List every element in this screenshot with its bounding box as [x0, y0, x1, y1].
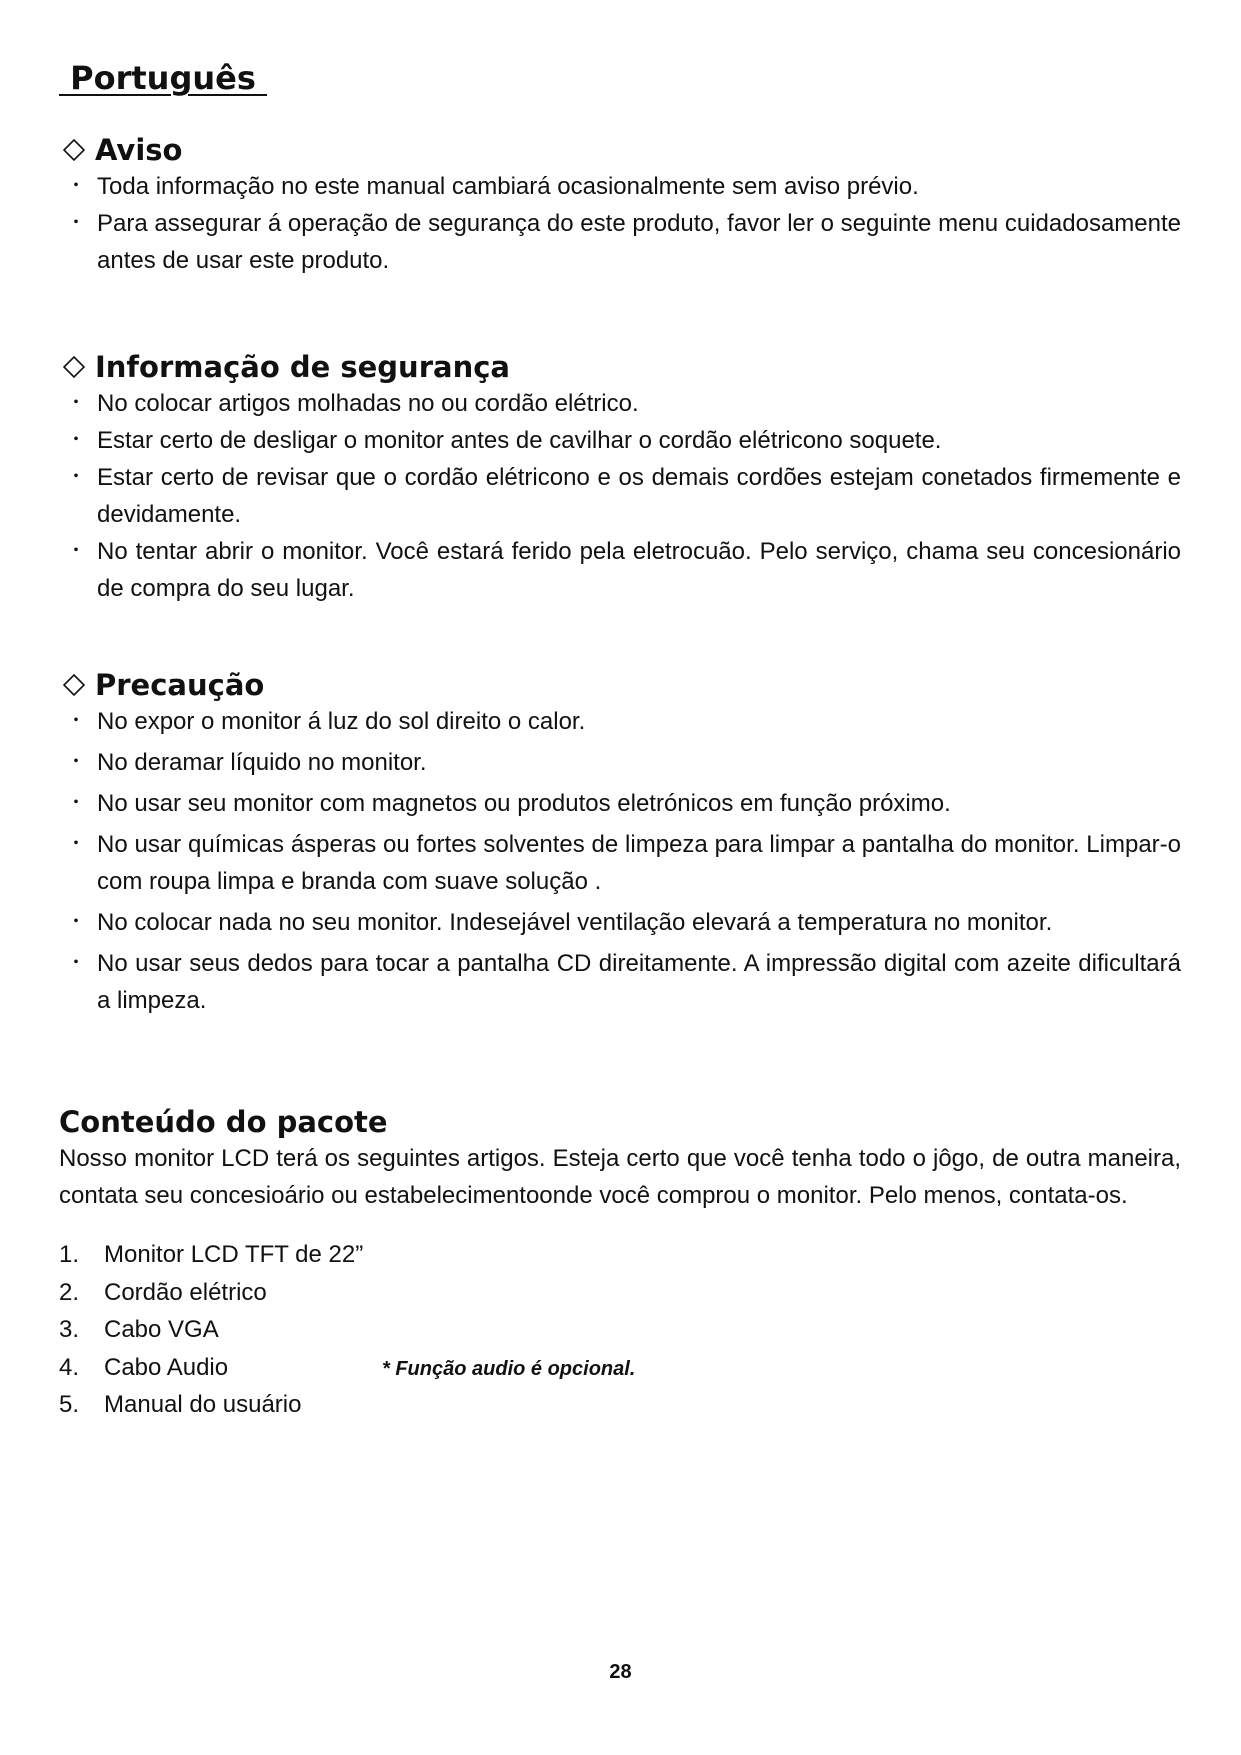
diamond-icon: [63, 139, 85, 161]
list-item: ・ Estar certo de desligar o monitor antes de cavilhar o cordão elétricono soquete.: [59, 422, 1181, 459]
language-title: Português: [59, 59, 268, 97]
conteudo-intro: Nosso monitor LCD terá os seguintes artigos. Esteja certo que você tenha todo o jôgo, de outra maneira, contata seu concesioário ou estabelecimentoonde você comprou o monitor. Pelo menos, contata-os.: [59, 1145, 1181, 1209]
list-item: ・ No expor o monitor á luz do sol direito o calor.: [59, 703, 1181, 740]
list-item: ・ Estar certo de revisar que o cordão elétricono e os demais cordões estejam conetados firmemente e devidamente.: [59, 459, 1181, 533]
precaucao-heading: [59, 667, 1181, 703]
precaucao-heading-text: Precaução: [95, 668, 265, 702]
section-precaucao: [59, 667, 1181, 1023]
list-item: 2. Cordão elétrico: [59, 1278, 267, 1306]
audio-optional-note: * Função audio é opcional.: [382, 1357, 636, 1380]
list-item: 5. Manual do usuário: [59, 1391, 302, 1418]
diamond-icon: [63, 674, 85, 696]
bullet-icon: ・: [66, 911, 86, 933]
section-aviso: [59, 132, 1181, 279]
seguranca-heading-text: Informação de segurança: [95, 350, 510, 384]
list-item: ・ Toda informação no este manual cambiará ocasionalmente sem aviso prévio.: [59, 168, 1181, 205]
aviso-heading: [59, 132, 1181, 168]
bullet-icon: ・: [66, 952, 86, 974]
list-item: ・ No colocar nada no seu monitor. Indesejável ventilação elevará a temperatura no monitor.: [59, 904, 1181, 941]
list-item: ・ No deramar líquido no monitor.: [59, 744, 1181, 781]
list-item: ・ No tentar abrir o monitor. Você estará ferido pela eletrocuão. Pelo serviço, chama seu concesionário de compra do seu lugar.: [59, 533, 1181, 607]
precaucao-list: [59, 703, 1181, 1019]
page-number: 28: [609, 1661, 632, 1683]
list-item: 1. Monitor LCD TFT de 22”: [59, 1241, 364, 1268]
section-seguranca: [59, 349, 1181, 607]
seguranca-heading: [59, 349, 1181, 385]
bullet-icon: ・: [66, 751, 86, 773]
bullet-icon: ・: [66, 212, 86, 234]
bullet-icon: ・: [66, 392, 86, 414]
section-conteudo: [59, 1104, 1181, 1424]
list-item: ・ Para assegurar á operação de segurança do este produto, favor ler o seguinte menu cuidadosamente antes de usar este produto.: [59, 205, 1181, 279]
list-item: 3. Cabo VGA: [59, 1316, 219, 1343]
aviso-list: [59, 168, 1181, 279]
diamond-icon: [63, 356, 85, 378]
conteudo-list: [59, 1236, 1181, 1424]
list-item: ・ No colocar artigos molhadas no ou cordão elétrico.: [59, 385, 1181, 422]
conteudo-heading: Conteúdo do pacote: [59, 1105, 388, 1139]
bullet-icon: ・: [66, 175, 86, 197]
list-item: 4. Cabo Audio * Função audio é opcional.: [59, 1349, 1181, 1387]
bullet-icon: ・: [66, 710, 86, 732]
list-item: ・ No usar seus dedos para tocar a pantalha CD direitamente. A impressão digital com azeite dificultará a limpeza.: [59, 945, 1181, 1019]
bullet-icon: ・: [66, 429, 86, 451]
bullet-icon: ・: [66, 833, 86, 855]
aviso-heading-text: Aviso: [95, 133, 183, 167]
bullet-icon: ・: [66, 466, 86, 488]
list-item: ・ No usar químicas ásperas ou fortes solventes de limpeza para limpar a pantalha do monitor. Limpar-o com roupa limpa e branda com suave solução .: [59, 826, 1181, 900]
bullet-icon: ・: [66, 792, 86, 814]
list-item: ・ No usar seu monitor com magnetos ou produtos eletrónicos em função próximo.: [59, 785, 1181, 822]
bullet-icon: ・: [66, 540, 86, 562]
seguranca-list: [59, 385, 1181, 607]
